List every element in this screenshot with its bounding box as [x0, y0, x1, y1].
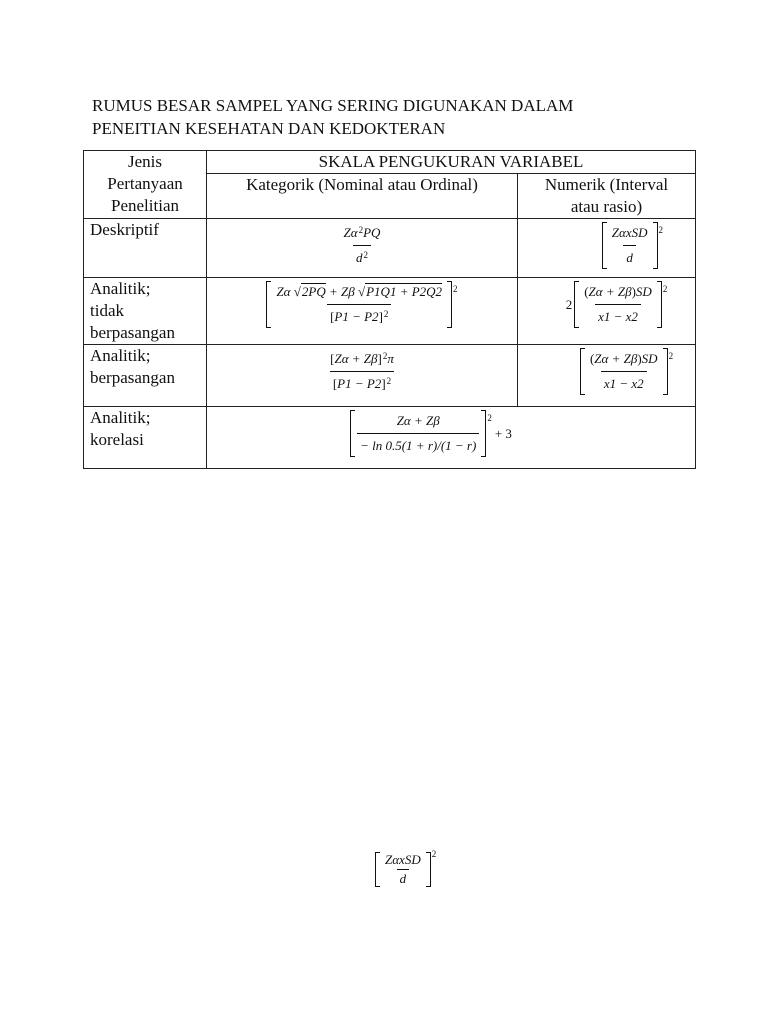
- corner-header-line-1: Jenis: [128, 152, 162, 171]
- formula-cell-deskriptif-kategorik: [207, 219, 518, 278]
- formula-radicand: 2PQ: [301, 284, 326, 299]
- formula-term: Zα + Zβ: [334, 351, 378, 366]
- formula-term: d: [397, 869, 410, 887]
- row-label-analitik-tidak-berpasangan: [84, 278, 207, 345]
- row-label-analitik-korelasi: [84, 407, 207, 469]
- table-row-analitik-tidak-berpasangan: [84, 278, 696, 345]
- formula-exponent: 2: [453, 284, 458, 294]
- group-header-cell: SKALA PENGUKURAN VARIABEL: [207, 151, 696, 174]
- formula-term: x1 − x2: [595, 304, 641, 328]
- formula-radicand: P1Q1 + P2Q2: [366, 284, 443, 299]
- formula-term: P1 − P2: [334, 309, 379, 324]
- standalone-formula: [375, 849, 437, 887]
- formula-cell-korelasi: [207, 407, 696, 469]
- row-label-line-1: Analitik;: [90, 408, 151, 427]
- formula-exponent: 2: [386, 376, 392, 386]
- formula-term: Zα + Zβ: [588, 284, 632, 299]
- formula-term: Zα: [276, 284, 291, 299]
- table-row-deskriptif: [84, 219, 696, 278]
- formula-term: ZαxSD: [385, 852, 421, 867]
- formula-term: Zα + Zβ: [396, 413, 440, 428]
- row-label-line-2: korelasi: [90, 430, 144, 449]
- formula-tidak-berpasangan-kategorik: $\frac{Z\alpha √2PQ + Z\beta √P1Q1 + P2Q2}{[P1 - P2]^2}$ $^2$: [266, 281, 457, 328]
- corner-header-line-3: Penelitian: [111, 196, 179, 215]
- formula-cell-deskriptif-numerik: [518, 219, 696, 278]
- row-label-line-2: berpasangan: [90, 368, 175, 387]
- row-label-line-3: berpasangan: [90, 323, 175, 342]
- formula-term: d: [356, 250, 363, 265]
- title-line-2: PENEITIAN KESEHATAN DAN KEDOKTERAN: [92, 119, 446, 138]
- formula-term: SD: [641, 351, 658, 366]
- col-header-numerik-line-2: atau rasio): [570, 197, 643, 216]
- table-row-analitik-berpasangan: [84, 345, 696, 407]
- formula-exponent: 2: [487, 413, 492, 423]
- row-label-line-1: Analitik;: [90, 279, 151, 298]
- table-row-analitik-korelasi: [84, 407, 696, 469]
- formula-term: ZαxSD: [611, 225, 648, 240]
- formula-coefficient: 2: [565, 296, 573, 312]
- formula-tidak-berpasangan-numerik: 2 $\frac{(Z\alpha + Z\beta)SD}{x1 - x2}$ $^2$: [566, 281, 668, 328]
- row-label-line-2: tidak: [90, 301, 124, 320]
- formula-exponent: 2: [668, 351, 674, 361]
- formula-exponent: 2: [658, 225, 664, 235]
- formula-berpasangan-kategorik: $\frac{[Z\alpha + Z\beta]^2\pi}{[P1 - P2]^2}$: [327, 348, 397, 395]
- formula-exponent: 2: [383, 309, 389, 319]
- formula-term: x1 − x2: [601, 371, 647, 395]
- formula-deskriptif-numerik: [602, 222, 663, 269]
- title-line-1: RUMUS BESAR SAMPEL YANG SERING DIGUNAKAN DALAM: [92, 96, 574, 115]
- formula-exponent: 2: [358, 225, 364, 235]
- col-header-numerik: [518, 174, 696, 219]
- formula-exponent: 2: [431, 849, 437, 859]
- formula-term: Zα + Zβ: [594, 351, 638, 366]
- standalone-formula-expression: [375, 849, 437, 887]
- formula-cell-berpasangan-kategorik: [207, 345, 518, 407]
- formula-deskriptif-kategorik: [341, 222, 384, 269]
- table-header-row: [84, 151, 696, 174]
- formula-cell-tidak-berpasangan-numerik: [518, 278, 696, 345]
- row-label-line-1: Analitik;: [90, 346, 151, 365]
- formula-term: d: [623, 245, 636, 269]
- corner-header-line-2: Pertanyaan: [107, 174, 183, 193]
- formula-cell-berpasangan-numerik: [518, 345, 696, 407]
- formula-term: SD: [635, 284, 652, 299]
- formula-term: − ln 0.5(1 + r)/(1 − r): [357, 433, 479, 457]
- formula-exponent: 2: [363, 250, 368, 260]
- formula-exponent: 2: [382, 351, 388, 361]
- formula-berpasangan-numerik: $\frac{(Z\alpha + Z\beta)SD}{x1 - x2}$ $^2$: [580, 348, 673, 395]
- formula-term: P1 − P2: [337, 376, 382, 391]
- col-header-numerik-line-1: Numerik (Interval: [544, 175, 669, 194]
- formula-term: π: [387, 351, 394, 366]
- formula-term: Zα: [343, 225, 358, 240]
- row-label-analitik-berpasangan: [84, 345, 207, 407]
- sample-size-formula-table: [83, 150, 696, 469]
- formula-term: PQ: [363, 225, 381, 240]
- formula-exponent: 2: [662, 284, 668, 294]
- formula-term: + Zβ: [328, 284, 355, 299]
- corner-header-cell: [84, 151, 207, 219]
- formula-korelasi: [350, 410, 512, 457]
- formula-term: + 3: [494, 425, 512, 441]
- formula-cell-tidak-berpasangan-kategorik: [207, 278, 518, 345]
- document-title: [92, 94, 692, 140]
- row-label-deskriptif: Deskriptif: [84, 219, 207, 278]
- col-header-kategorik: Kategorik (Nominal atau Ordinal): [207, 174, 518, 219]
